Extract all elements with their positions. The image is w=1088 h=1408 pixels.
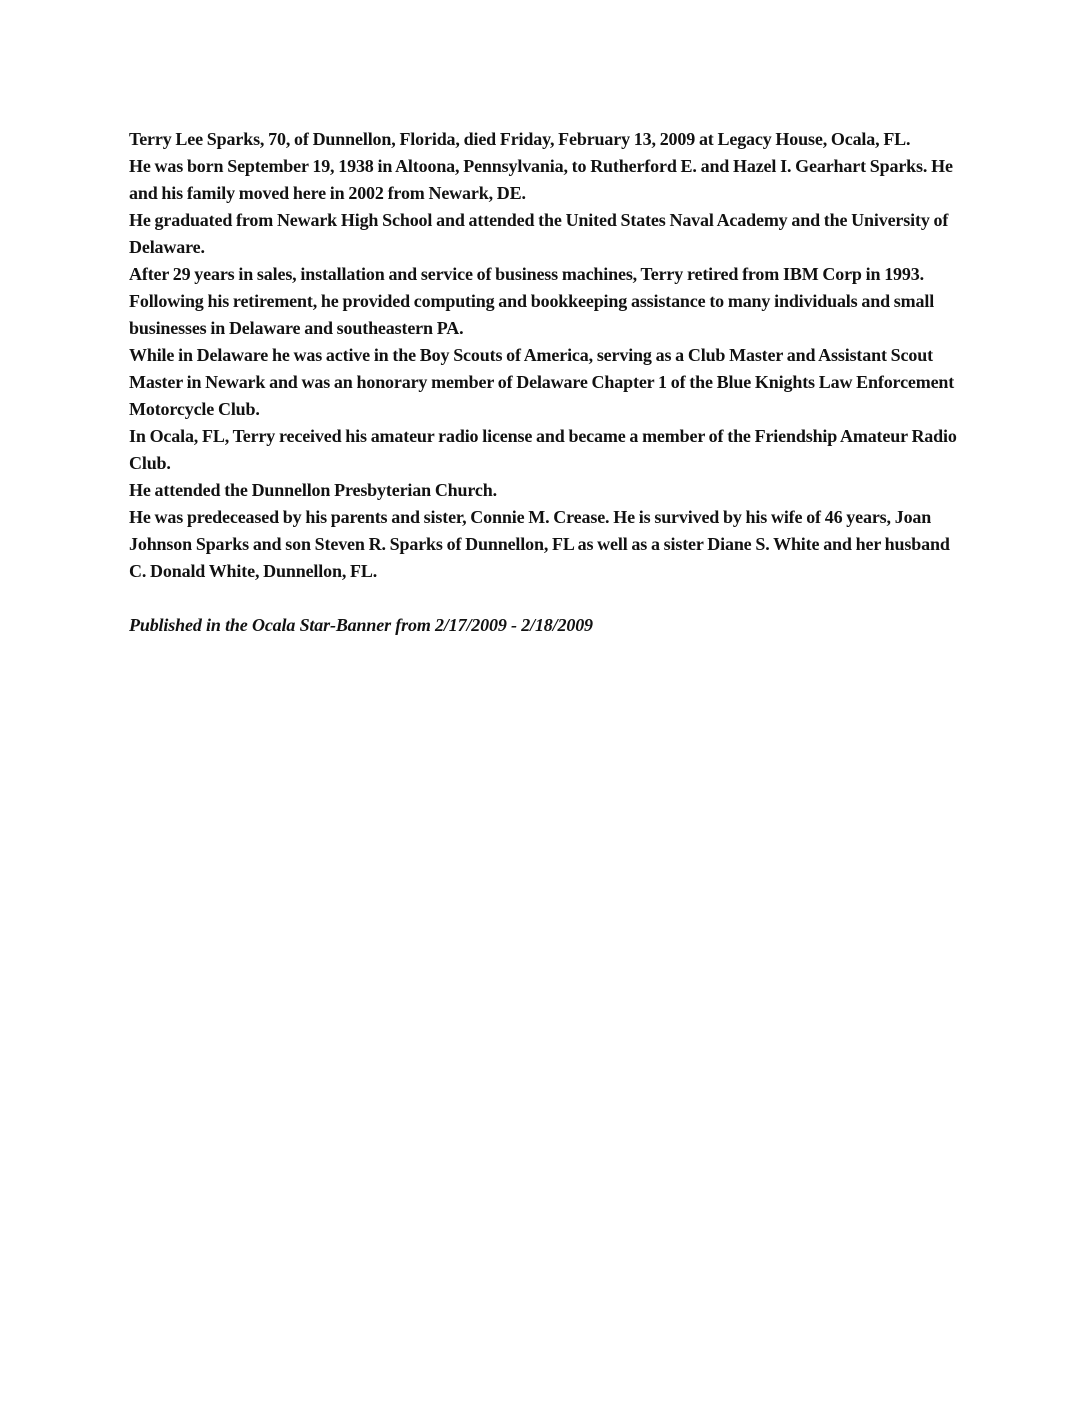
obituary-paragraph-family: He was predeceased by his parents and sister, Connie M. Crease. He is survived by his wife of 46 years, Joan Johnson Sparks and son Steven R. Sparks of Dunnellon, FL as well as a sister Diane S. White and her husband C. Donald White, Dunnellon, FL. <box>129 507 950 581</box>
obituary-body <box>129 126 968 585</box>
obituary-paragraph-education: He graduated from Newark High School and attended the United States Naval Academy and the University of Delaware. <box>129 210 949 257</box>
obituary-paragraph-career: After 29 years in sales, installation and service of business machines, Terry retired from IBM Corp in 1993. Following his retirement, he provided computing and bookkeeping assistance to many individuals and small businesses in Delaware and southeastern PA. <box>129 264 935 338</box>
obituary-paragraph-radio: In Ocala, FL, Terry received his amateur radio license and became a member of the Friendship Amateur Radio Club. <box>129 426 957 473</box>
obituary-paragraph-scouts: While in Delaware he was active in the Boy Scouts of America, serving as a Club Master and Assistant Scout Master in Newark and was an honorary member of Delaware Chapter 1 of the Blue Knights Law Enforcement Motorcycle Club. <box>129 345 955 419</box>
publication-note: Published in the Ocala Star-Banner from 2/17/2009 - 2/18/2009 <box>129 615 593 635</box>
obituary-paragraph-church: He attended the Dunnellon Presbyterian Church. <box>129 480 497 500</box>
obituary-paragraph-intro: Terry Lee Sparks, 70, of Dunnellon, Florida, died Friday, February 13, 2009 at Legacy House, Ocala, FL. <box>129 129 911 149</box>
obituary-paragraph-birth: He was born September 19, 1938 in Altoona, Pennsylvania, to Rutherford E. and Hazel I. Gearhart Sparks. He and his family moved here in 2002 from Newark, DE. <box>129 156 953 203</box>
